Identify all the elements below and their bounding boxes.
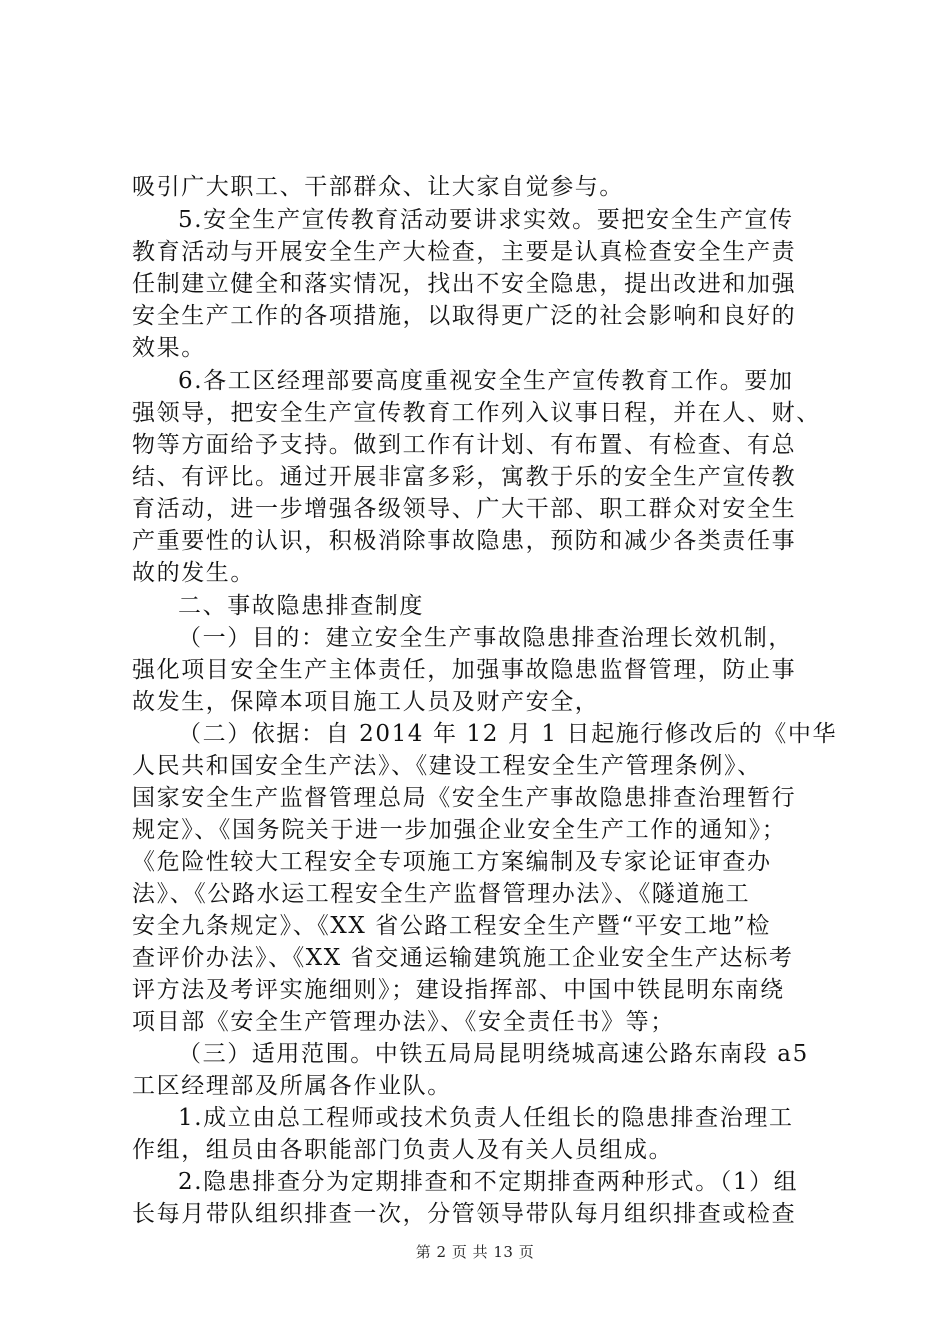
text-line: 故发生，保障本项目施工人员及财产安全， bbox=[132, 689, 600, 715]
text-line: （二）依据：自 2014 年 12 月 1 日起施行修改后的《中华 bbox=[178, 721, 838, 747]
text-line: 安全九条规定》、《XX 省公路工程安全生产暨“平安工地”检 bbox=[132, 913, 771, 939]
text-line: 长每月带队组织排查一次，分管领导带队每月组织排查或检查 bbox=[132, 1201, 797, 1227]
page-number-footer: 第 2 页 共 13 页 bbox=[415, 1243, 535, 1261]
text-line: 人民共和国安全生产法》、《建设工程安全生产管理条例》、 bbox=[132, 753, 762, 779]
text-line: 评方法及考评实施细则》；建设指挥部、中国中铁昆明东南绕 bbox=[132, 977, 785, 1003]
text-line: 安全生产工作的各项措施，以取得更广泛的社会影响和良好的 bbox=[132, 303, 797, 329]
text-line: 吸引广大职工、干部群众、让大家自觉参与。 bbox=[132, 174, 624, 200]
section-heading: 二、事故隐患排查制度 bbox=[178, 593, 424, 619]
text-line: 《危险性较大工程安全专项施工方案编制及专家论证审查办 bbox=[132, 849, 772, 875]
text-line: 2.隐患排查分为定期排查和不定期排查两种形式。（1）组 bbox=[178, 1169, 799, 1195]
text-line: 工区经理部及所属各作业队。 bbox=[132, 1073, 452, 1099]
text-line: 作组，组员由各职能部门负责人及有关人员组成。 bbox=[132, 1137, 674, 1163]
text-line: 育活动，进一步增强各级领导、广大干部、职工群众对安全生 bbox=[132, 496, 797, 522]
text-line: 故的发生。 bbox=[132, 560, 255, 586]
text-line: 效果。 bbox=[132, 335, 206, 361]
text-line: 项目部《安全生产管理办法》、《安全责任书》等； bbox=[132, 1009, 675, 1035]
text-line: 5.安全生产宣传教育活动要讲求实效。要把安全生产宣传 bbox=[178, 207, 794, 233]
text-line: 教育活动与开展安全生产大检查，主要是认真检查安全生产责 bbox=[132, 239, 797, 265]
text-line: 强领导，把安全生产宣传教育工作列入议事日程，并在人、财、 bbox=[132, 400, 821, 426]
text-line: （三）适用范围。中铁五局局昆明绕城高速公路东南段 a5 bbox=[178, 1041, 809, 1067]
text-line: 法》、《公路水运工程安全生产监督管理办法》、《隧道施工 bbox=[132, 881, 751, 907]
text-line: 6.各工区经理部要高度重视安全生产宣传教育工作。要加 bbox=[178, 368, 794, 394]
text-line: 查评价办法》、《XX 省交通运输建筑施工企业安全生产达标考 bbox=[132, 945, 794, 971]
text-line: 1.成立由总工程师或技术负责人任组长的隐患排查治理工 bbox=[178, 1105, 794, 1131]
text-line: （一）目的：建立安全生产事故隐患排查治理长效机制， bbox=[178, 625, 793, 651]
text-line: 强化项目安全生产主体责任，加强事故隐患监督管理，防止事 bbox=[132, 657, 797, 683]
text-line: 结、有评比。通过开展非富多彩，寓教于乐的安全生产宣传教 bbox=[132, 464, 797, 490]
text-line: 任制建立健全和落实情况，找出不安全隐患，提出改进和加强 bbox=[132, 271, 797, 297]
text-line: 物等方面给予支持。做到工作有计划、有布置、有检查、有总 bbox=[132, 432, 797, 458]
text-line: 国家安全生产监督管理总局《安全生产事故隐患排查治理暂行 bbox=[132, 785, 797, 811]
text-line: 规定》、《国务院关于进一步加强企业安全生产工作的通知》； bbox=[132, 817, 787, 843]
text-line: 产重要性的认识，积极消除事故隐患，预防和减少各类责任事 bbox=[132, 528, 797, 554]
